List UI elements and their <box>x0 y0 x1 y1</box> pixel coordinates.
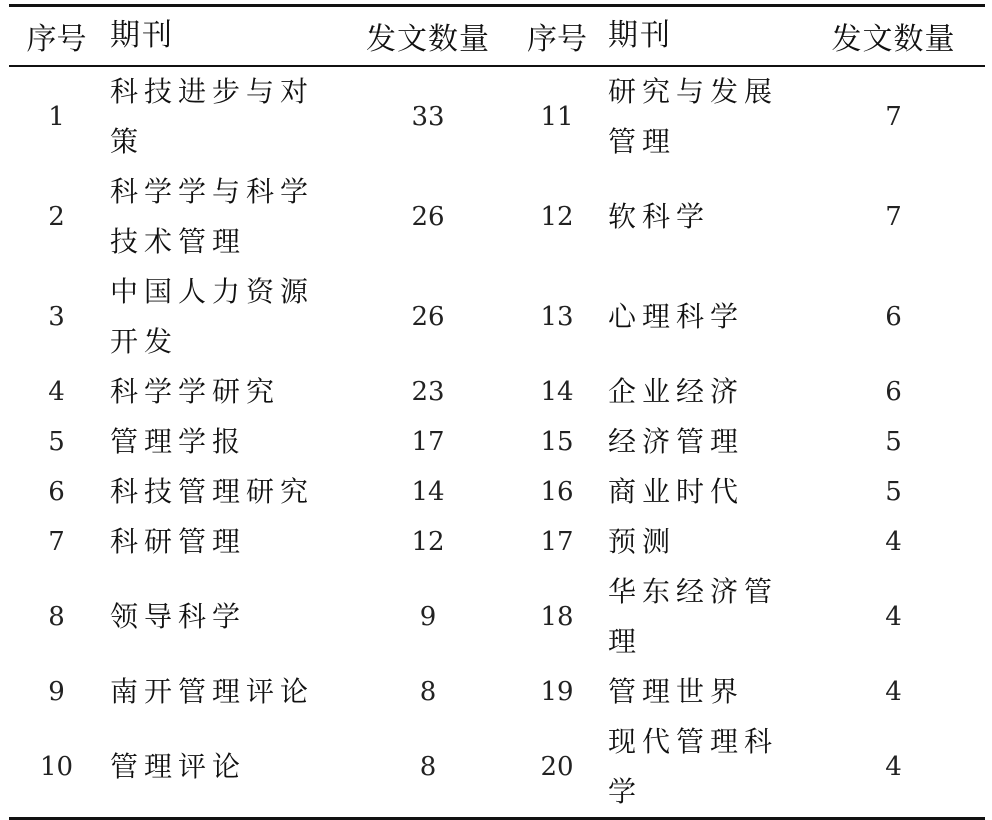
count-cell: 6 <box>885 302 902 332</box>
seq-cell: 10 <box>39 752 74 782</box>
journal-cell: 领导科学 <box>110 600 247 633</box>
journal-cell: 管理评论 <box>110 750 247 783</box>
count-cell: 9 <box>419 602 437 632</box>
journal-cell: 软科学 <box>608 200 711 233</box>
journal-cell: 科技管理研究 <box>110 475 315 508</box>
count-cell: 4 <box>885 677 902 707</box>
seq-cell: 1 <box>48 102 65 132</box>
journal-cell: 管理世界 <box>608 675 745 708</box>
journal-cell: 科技进步与对策 <box>110 75 315 158</box>
seq-cell: 3 <box>48 302 65 332</box>
journal-cell: 华东经济管理 <box>608 575 779 658</box>
journal-cell: 企业经济 <box>608 375 745 408</box>
seq-cell: 9 <box>48 677 65 707</box>
seq-cell: 7 <box>48 527 65 557</box>
seq-cell: 16 <box>540 477 574 507</box>
table-row <box>9 667 985 717</box>
journal-cell: 科学学研究 <box>110 375 281 408</box>
header-count-2: 发文数量 <box>831 22 956 57</box>
table-row <box>9 167 985 267</box>
journal-cell: 南开管理评论 <box>110 675 315 708</box>
count-cell: 33 <box>411 102 445 132</box>
journal-cell: 心理科学 <box>608 300 745 333</box>
journal-cell: 商业时代 <box>608 475 745 508</box>
journal-cell: 管理学报 <box>110 425 247 458</box>
journal-cell: 中国人力资源开发 <box>110 275 315 358</box>
count-cell: 7 <box>885 102 902 132</box>
table-row <box>9 517 985 567</box>
table-row <box>9 467 985 517</box>
count-cell: 12 <box>411 527 445 557</box>
count-cell: 23 <box>411 377 445 407</box>
seq-cell: 5 <box>48 427 65 457</box>
header-journal-2: 期刊 <box>608 18 672 53</box>
seq-cell: 6 <box>48 477 65 507</box>
journal-cell: 预测 <box>608 525 677 558</box>
seq-cell: 18 <box>540 602 574 632</box>
table-row <box>9 66 985 167</box>
count-cell: 26 <box>411 202 445 232</box>
journal-cell: 研究与发展管理 <box>608 75 779 158</box>
seq-cell: 19 <box>540 677 574 707</box>
header-row <box>9 6 985 67</box>
count-cell: 4 <box>885 527 902 557</box>
table-row <box>9 717 985 819</box>
count-cell: 8 <box>419 752 437 782</box>
header-seq-1: 序号 <box>26 22 87 57</box>
count-cell: 4 <box>885 752 902 782</box>
seq-cell: 15 <box>540 427 574 457</box>
journal-cell: 科研管理 <box>110 525 247 558</box>
table-row <box>9 367 985 417</box>
table-row <box>9 417 985 467</box>
seq-cell: 2 <box>48 202 65 232</box>
journal-cell: 科学学与科学技术管理 <box>110 175 315 258</box>
count-cell: 5 <box>885 477 902 507</box>
header-journal-1: 期刊 <box>110 18 174 53</box>
header-count-1: 发文数量 <box>366 22 490 57</box>
count-cell: 4 <box>885 602 902 632</box>
seq-cell: 8 <box>48 602 65 632</box>
table-row <box>9 567 985 667</box>
count-cell: 17 <box>411 427 445 457</box>
journal-table <box>9 4 985 820</box>
count-cell: 7 <box>885 202 902 232</box>
count-cell: 6 <box>885 377 902 407</box>
count-cell: 8 <box>419 677 437 707</box>
journal-cell: 现代管理科学 <box>608 725 779 808</box>
header-seq-2: 序号 <box>527 22 587 57</box>
seq-cell: 4 <box>48 377 65 407</box>
count-cell: 26 <box>411 302 445 332</box>
count-cell: 14 <box>411 477 445 507</box>
seq-cell: 20 <box>540 752 574 782</box>
count-cell: 5 <box>885 427 902 457</box>
seq-cell: 13 <box>540 302 574 332</box>
seq-cell: 11 <box>540 102 574 132</box>
journal-cell: 经济管理 <box>608 425 745 458</box>
seq-cell: 17 <box>540 527 574 557</box>
seq-cell: 14 <box>540 377 574 407</box>
table-row <box>9 267 985 367</box>
seq-cell: 12 <box>540 202 574 232</box>
